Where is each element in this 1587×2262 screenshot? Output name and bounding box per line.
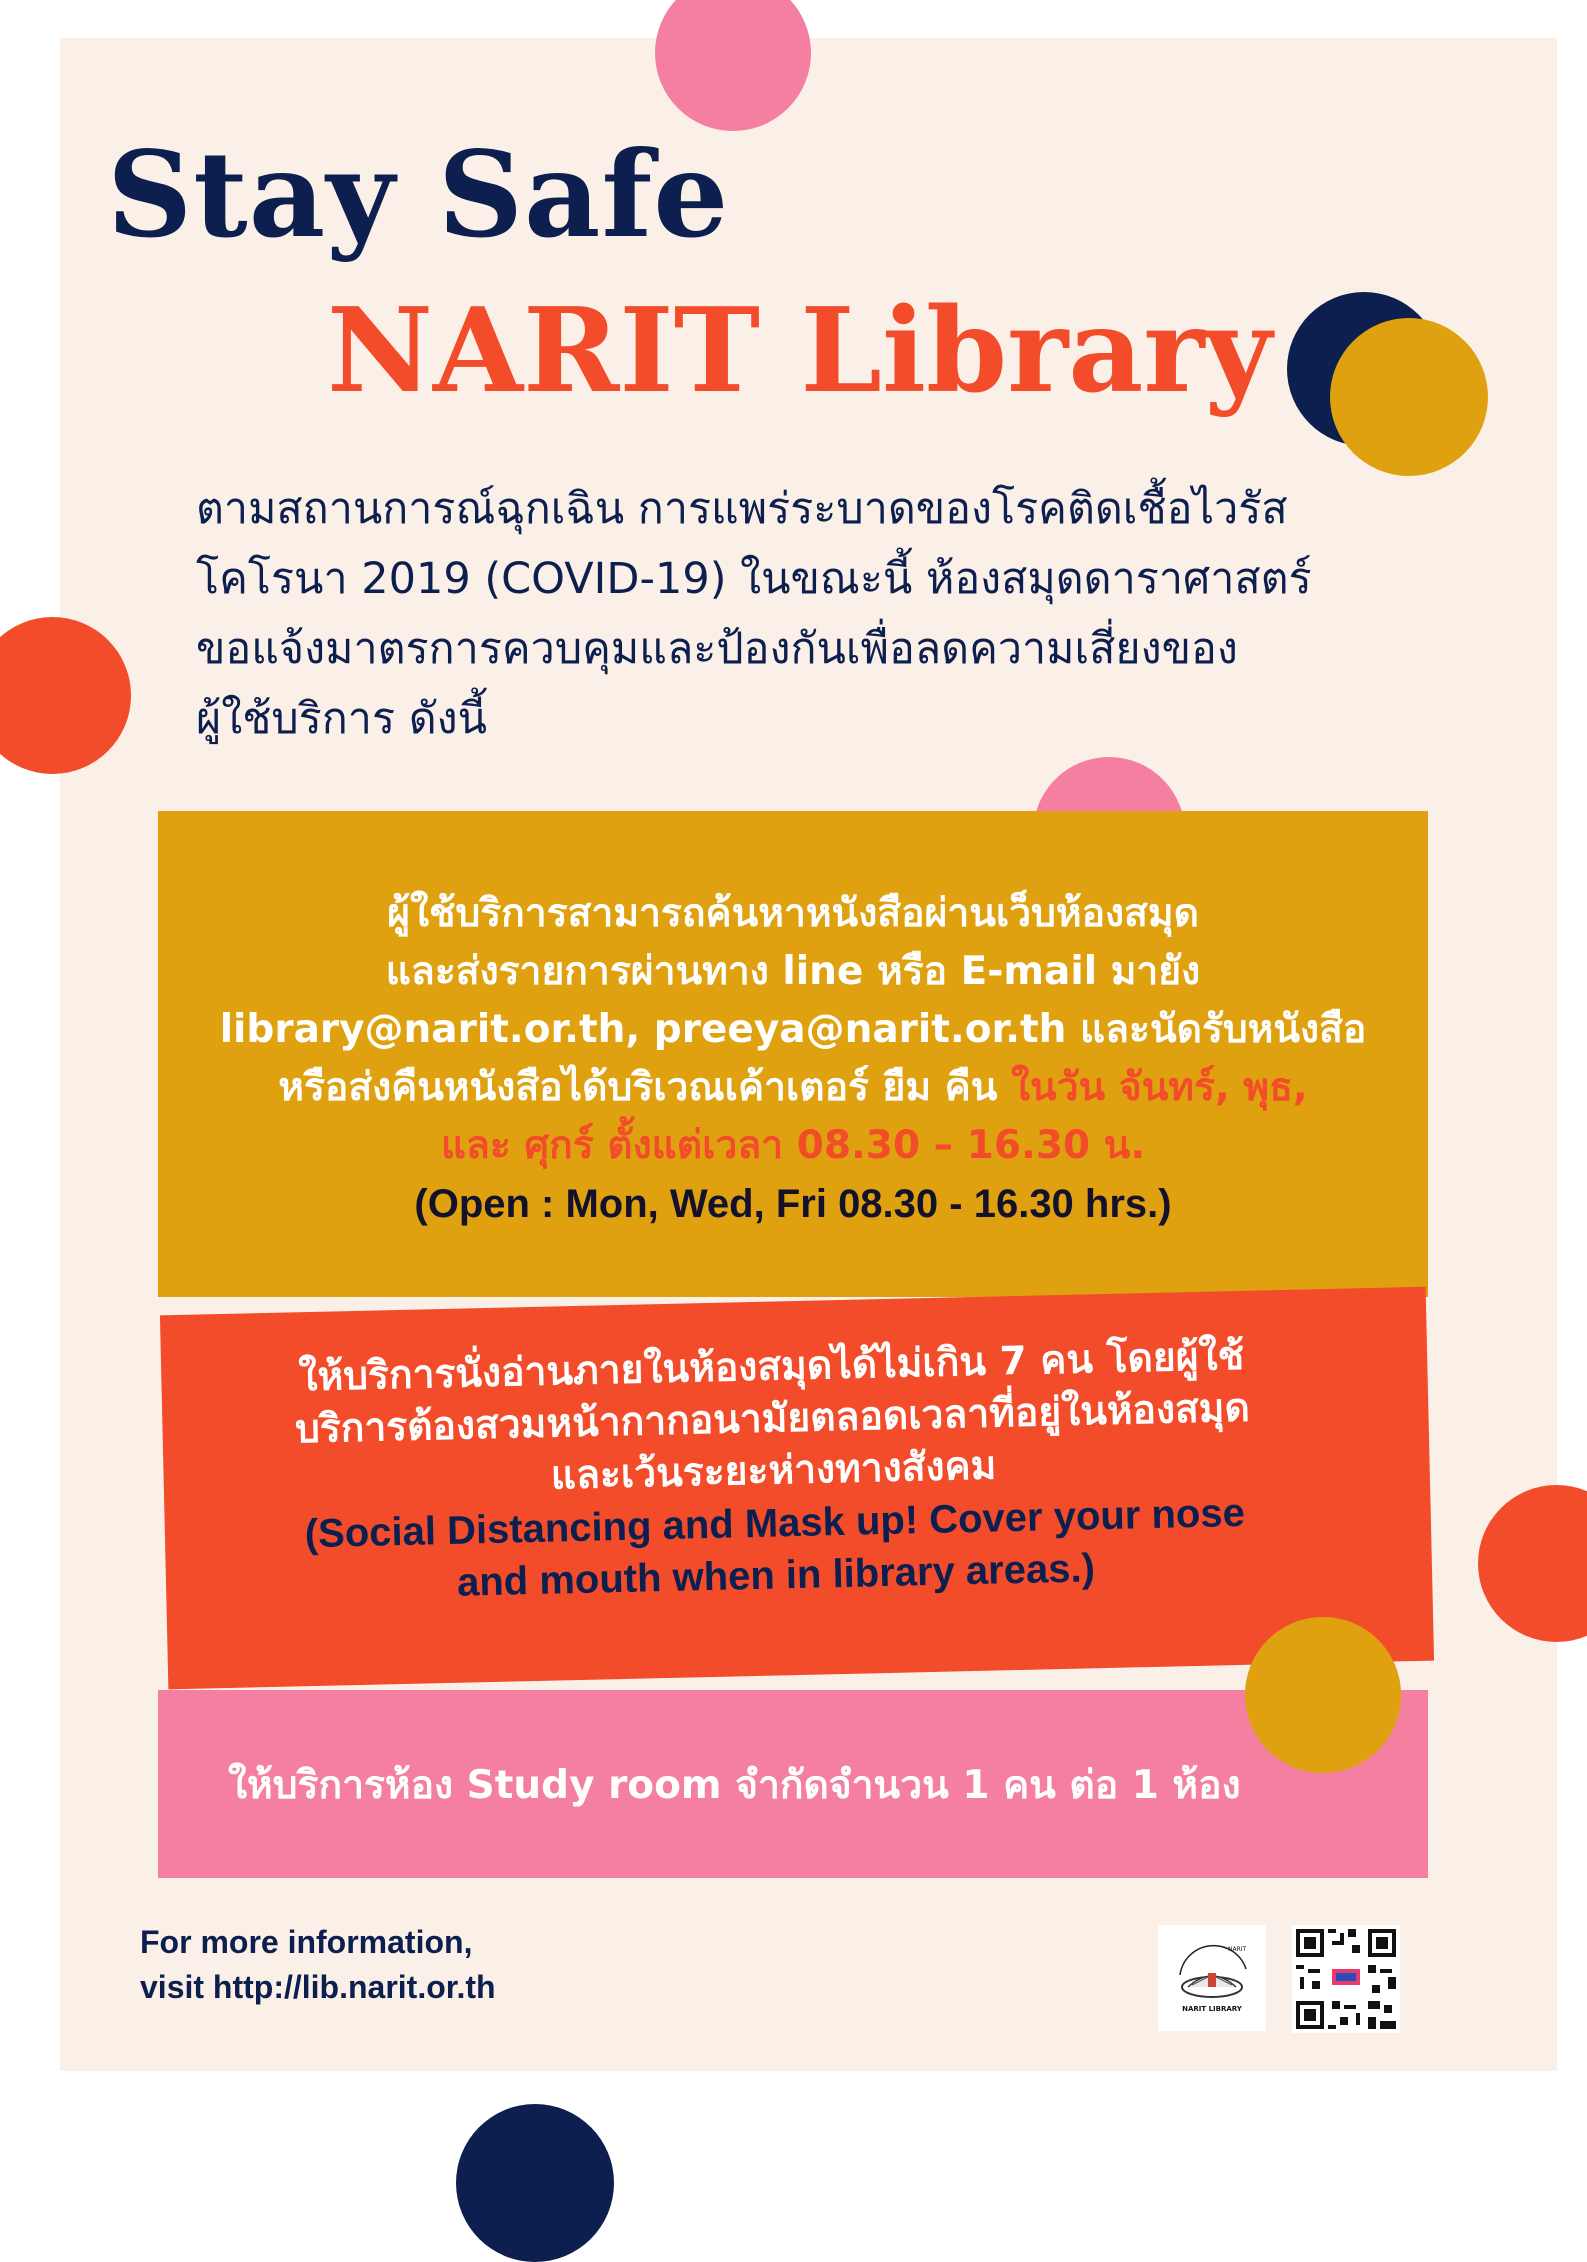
notice-reading-english: and mouth when in library areas.) xyxy=(456,1546,1096,1605)
notice-search-text: หรือส่งคืนหนังสือได้บริเวณเค้าเตอร์ ยืม คืน xyxy=(278,1065,1012,1110)
notice-reading-english: (Social Distancing and Mask up! Cover your nose xyxy=(304,1490,1246,1557)
svg-text:NARIT LIBRARY: NARIT LIBRARY xyxy=(1182,2005,1242,2013)
notice-box-reading-rules xyxy=(160,1287,1434,1690)
notice-search-english-hours: (Open : Mon, Wed, Fri 08.30 - 16.30 hrs.) xyxy=(414,1182,1172,1226)
intro-paragraph xyxy=(196,474,1366,754)
notice-box-study-room xyxy=(158,1690,1428,1878)
qr-code[interactable] xyxy=(1292,1925,1400,2033)
qr-code-icon xyxy=(1292,1925,1400,2033)
notice-reading-line: และเว้นระยะห่างทางสังคม xyxy=(550,1443,997,1499)
notice-search-hours-highlight: ในวัน จันทร์, พุธ, xyxy=(1011,1065,1308,1110)
decor-dot-navy-bottom xyxy=(456,2104,614,2262)
notice-search-line: library@narit.or.th, preeya@narit.or.th และนัดรับหนังสือ xyxy=(219,1007,1367,1052)
intro-line: ตามสถานการณ์ฉุกเฉิน การแพร่ระบาดของโรคติดเชื้อไวรัส xyxy=(196,484,1288,534)
notice-search-line: และส่งรายการผ่านทาง line หรือ E-mail มายัง xyxy=(385,949,1201,994)
decor-dot-mustard-right xyxy=(1330,318,1488,476)
footer-website-link[interactable]: visit http://lib.narit.or.th xyxy=(140,1969,496,2005)
notice-reading-line: ให้บริการนั่งอ่านภายในห้องสมุดได้ไม่เกิน 7 คน โดยผู้ใช้ xyxy=(297,1333,1245,1401)
svg-text:NARIT: NARIT xyxy=(1228,1946,1247,1953)
narit-library-logo xyxy=(1158,1925,1266,2031)
footer-more-info: For more information, xyxy=(140,1924,473,1960)
notice-search-line xyxy=(158,1059,1428,1117)
decor-dot-mustard-lower-overlay xyxy=(1245,1617,1401,1773)
notice-study-room-text: ให้บริการห้อง Study room จำกัดจำนวน 1 คน ต่อ 1 ห้อง xyxy=(228,1763,1241,1808)
library-logo-icon xyxy=(1158,1925,1266,2031)
notice-search-hours-highlight: และ ศุกร์ ตั้งแต่เวลา 08.30 – 16.30 น. xyxy=(440,1123,1146,1168)
title-narit-library: NARIT Library xyxy=(327,283,1272,419)
notice-box-search-return xyxy=(158,811,1428,1297)
intro-line: โคโรนา 2019 (COVID-19) ในขณะนี้ ห้องสมุดดาราศาสตร์ xyxy=(196,554,1312,604)
intro-line: ผู้ใช้บริการ ดังนี้ xyxy=(196,694,488,744)
footer-info xyxy=(140,1920,496,2010)
title-stay-safe: Stay Safe xyxy=(107,125,730,264)
notice-search-line: ผู้ใช้บริการสามารถค้นหาหนังสือผ่านเว็บห้องสมุด xyxy=(387,891,1199,936)
intro-line: ขอแจ้งมาตรการควบคุมและป้องกันเพื่อลดความเสี่ยงของ xyxy=(196,624,1238,674)
notice-reading-line: บริการต้องสวมหน้ากากอนามัยตลอดเวลาที่อยู่ในห้องสมุด xyxy=(294,1385,1251,1453)
